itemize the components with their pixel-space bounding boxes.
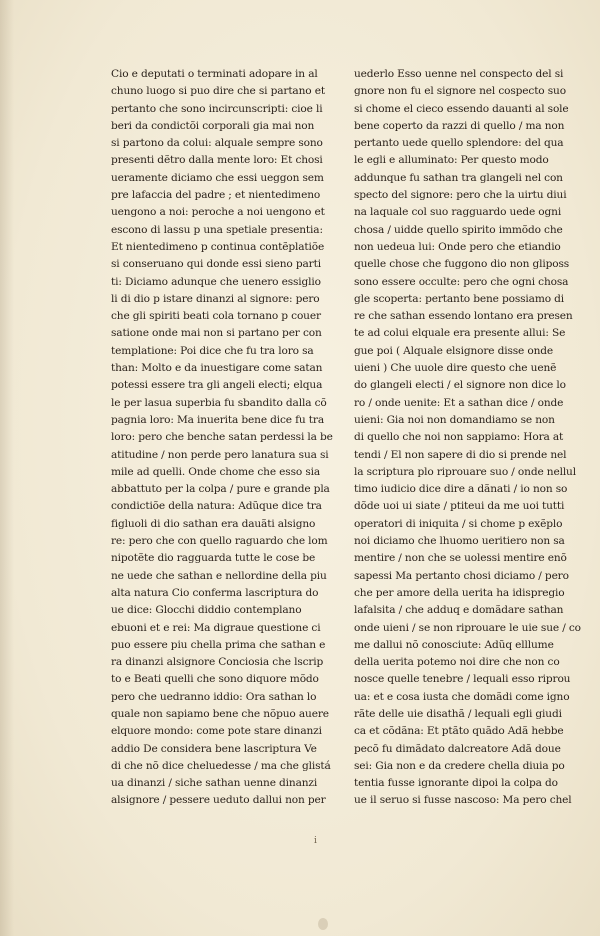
text-line: alsignore / pessere ueduto dallui non per bbox=[111, 794, 326, 807]
text-line: addunque fu sathan tra glangeli nel con bbox=[354, 171, 563, 184]
text-line: ebuoni et e rei: Ma digraue questione ci bbox=[111, 621, 321, 634]
text-line: pertanto che sono incircunscripti: cioe li bbox=[111, 102, 323, 115]
text-line: pero che uedranno iddio: Ora sathan lo bbox=[111, 690, 317, 703]
text-line: rãte delle uie disathã / lequali egli giudi bbox=[354, 707, 562, 720]
text-line: la scriptura plo riprouare suo / onde nellul bbox=[354, 465, 576, 478]
text-line: le per lasua superbia fu sbandito dalla cõ bbox=[111, 396, 327, 409]
text-line: di che nõ dice cheluedesse / ma che glistá bbox=[111, 759, 331, 772]
text-line: bene coperto da razzi di quello / ma non bbox=[354, 119, 565, 132]
text-line: re: pero che con quello raguardo che lom bbox=[111, 535, 328, 548]
text-line: nipotẽte dio ragguarda tutte le cose be bbox=[111, 552, 316, 565]
text-line: mile ad quelli. Onde chome che esso sia bbox=[111, 465, 321, 478]
text-line: si conseruano qui donde essi sieno parti bbox=[111, 258, 321, 271]
text-line: te ad colui elquale era presente allui: Se bbox=[354, 327, 566, 340]
text-line: figluoli di dio sathan era dauãti alsigno bbox=[111, 517, 316, 530]
text-line: noi diciamo che lhuomo ueritiero non sa bbox=[354, 535, 565, 548]
text-line: ua dinanzi / siche sathan uenne dinanzi bbox=[111, 777, 318, 790]
text-line: ue dice: Glocchi diddio contemplano bbox=[111, 604, 302, 617]
text-line: addio De considera bene lascriptura Ve bbox=[111, 742, 317, 755]
text-line: uieni ) Che uuole dire questo che uenẽ bbox=[354, 362, 557, 375]
signature-mark: i bbox=[314, 836, 317, 846]
text-line: timo iudicio dice dire a dãnati / io non so bbox=[354, 483, 568, 496]
text-line: chuno luogo si puo dire che si partano et bbox=[111, 85, 325, 98]
text-line: pertanto uede quello splendore: del qua bbox=[354, 137, 564, 150]
text-line: di quello che noi non sappiamo: Hora at bbox=[354, 431, 564, 444]
text-line: pre lafaccia del padre ; et nientedimeno bbox=[111, 189, 321, 202]
text-line: tentia fusse ignorante dipoi la colpa do bbox=[354, 777, 558, 790]
text-line: li di dio p istare dinanzi al signore: pero bbox=[111, 292, 320, 305]
text-line: pecõ fu dimãdato dalcreatore Adã doue bbox=[354, 742, 561, 755]
text-line: ne uede che sathan e nellordine della piu bbox=[111, 569, 327, 582]
text-line: puo essere piu chella prima che sathan e bbox=[111, 638, 326, 651]
text-line: tendi / El non sapere di dio si prende nel bbox=[354, 448, 567, 461]
text-line: sei: Gia non e da credere chella diuia po bbox=[354, 759, 565, 772]
text-line: beri da condictõi corporali gia mai non bbox=[111, 119, 315, 132]
text-line: loro: pero che benche satan perdessi la be bbox=[111, 431, 333, 444]
text-line: sapessi Ma pertanto chosi diciamo / pero bbox=[354, 569, 569, 582]
text-line: ca et cõdãna: Et ptãto quãdo Adã hebbe bbox=[354, 725, 564, 738]
text-line: dõde uoi ui siate / ptiteui da me uoi tutti bbox=[354, 500, 565, 513]
text-line: abbattuto per la colpa / pure e grande pla bbox=[111, 483, 330, 496]
text-line: gle scoperta: pertanto bene possiamo di bbox=[354, 292, 565, 305]
text-line: atitudine / non perde pero lanatura sua si bbox=[111, 448, 329, 461]
text-line: nosce quelle tenebre / lequali esso riprou bbox=[354, 673, 571, 686]
text-line: presenti dẽtro dalla mente loro: Et chosi bbox=[111, 154, 323, 167]
text-line: uieni: Gia noi non domandiamo se non bbox=[354, 413, 555, 426]
text-line: lafalsita / che adduq e domãdare sathan bbox=[354, 604, 564, 617]
text-line: ro / onde uenite: Et a sathan dice / onde bbox=[354, 396, 564, 409]
text-line: re che sathan essendo lontano era presen bbox=[354, 310, 573, 323]
text-line: si chome el cieco essendo dauanti al sole bbox=[354, 102, 569, 115]
text-line: della uerita potemo noi dire che non co bbox=[354, 656, 560, 669]
right-text-column bbox=[354, 66, 584, 810]
text-line: ueramente diciamo che essi ueggon sem bbox=[111, 171, 324, 184]
text-line: onde uieni / se non riprouare le uie sue / co bbox=[354, 621, 581, 634]
text-line: mentire / non che se uolessi mentire enõ bbox=[354, 552, 567, 565]
text-line: uederlo Esso uenne nel conspecto del si bbox=[354, 68, 564, 80]
text-line: escono di lassu p una spetiale presentia: bbox=[111, 223, 323, 236]
text-line: ti: Diciamo adunque che uenero essiglio bbox=[111, 275, 321, 288]
text-line: che per amore della uerita ha idispregio bbox=[354, 586, 565, 599]
text-line: do glangeli electi / el signore non dice lo bbox=[354, 379, 566, 392]
text-line: uengono a noi: peroche a noi uengono et bbox=[111, 206, 325, 219]
text-line: Et nientedimeno p continua contẽplatiõe bbox=[111, 240, 325, 253]
text-line: si partono da colui: alquale sempre sono bbox=[111, 137, 323, 150]
text-line: than: Molto e da inuestigare come satan bbox=[111, 362, 323, 375]
text-line: templatione: Poi dice che fu tra loro sa bbox=[111, 344, 314, 357]
text-line: alta natura Cio conferma lascriptura do bbox=[111, 586, 319, 599]
text-line: specto del signore: pero che la uirtu diui bbox=[354, 189, 567, 202]
text-line: quelle chose che fuggono dio non gliposs bbox=[354, 258, 570, 271]
left-text-column bbox=[111, 66, 341, 810]
text-line: ra dinanzi alsignore Conciosia che lscrip bbox=[111, 656, 324, 669]
text-line: me dallui nõ conosciute: Adũq elllume bbox=[354, 638, 554, 651]
text-line: non uedeua lui: Onde pero che etiandio bbox=[354, 240, 561, 253]
text-line: gnore non fu el signore nel cospecto suo bbox=[354, 85, 566, 98]
text-line: quale non sapiamo bene che nõpuo auere bbox=[111, 707, 329, 720]
paper-stain bbox=[318, 918, 328, 930]
text-line: Cio e deputati o terminati adopare in al bbox=[111, 68, 318, 80]
text-line: le egli e alluminato: Per questo modo bbox=[354, 154, 549, 167]
text-line: sono essere occulte: pero che ogni chosa bbox=[354, 275, 569, 288]
text-line: elquore mondo: come pote stare dinanzi bbox=[111, 725, 322, 738]
text-line: ua: et e cosa iusta che domãdi come igno bbox=[354, 690, 570, 703]
text-line: to e Beati quelli che sono diquore mõdo bbox=[111, 673, 319, 686]
text-line: pagnia loro: Ma inuerita bene dice fu tra bbox=[111, 413, 324, 426]
text-line: chosa / uidde quello spirito immõdo che bbox=[354, 223, 563, 236]
text-line: ue il seruo si fusse nascoso: Ma pero chel bbox=[354, 794, 572, 807]
text-line: potessi essere tra gli angeli electi; elqua bbox=[111, 379, 323, 392]
text-line: satione onde mai non si partano per con bbox=[111, 327, 322, 340]
text-line: operatori di iniquita / si chome p exẽplo bbox=[354, 517, 563, 530]
text-line: na laquale col suo ragguardo uede ogni bbox=[354, 206, 562, 219]
text-line: gue poi ( Alquale elsignore disse onde bbox=[354, 344, 554, 357]
binding-shadow bbox=[0, 0, 14, 936]
text-line: che gli spiriti beati cola tornano p couer bbox=[111, 310, 321, 323]
text-line: condictiõe della natura: Adũque dice tra bbox=[111, 500, 322, 513]
